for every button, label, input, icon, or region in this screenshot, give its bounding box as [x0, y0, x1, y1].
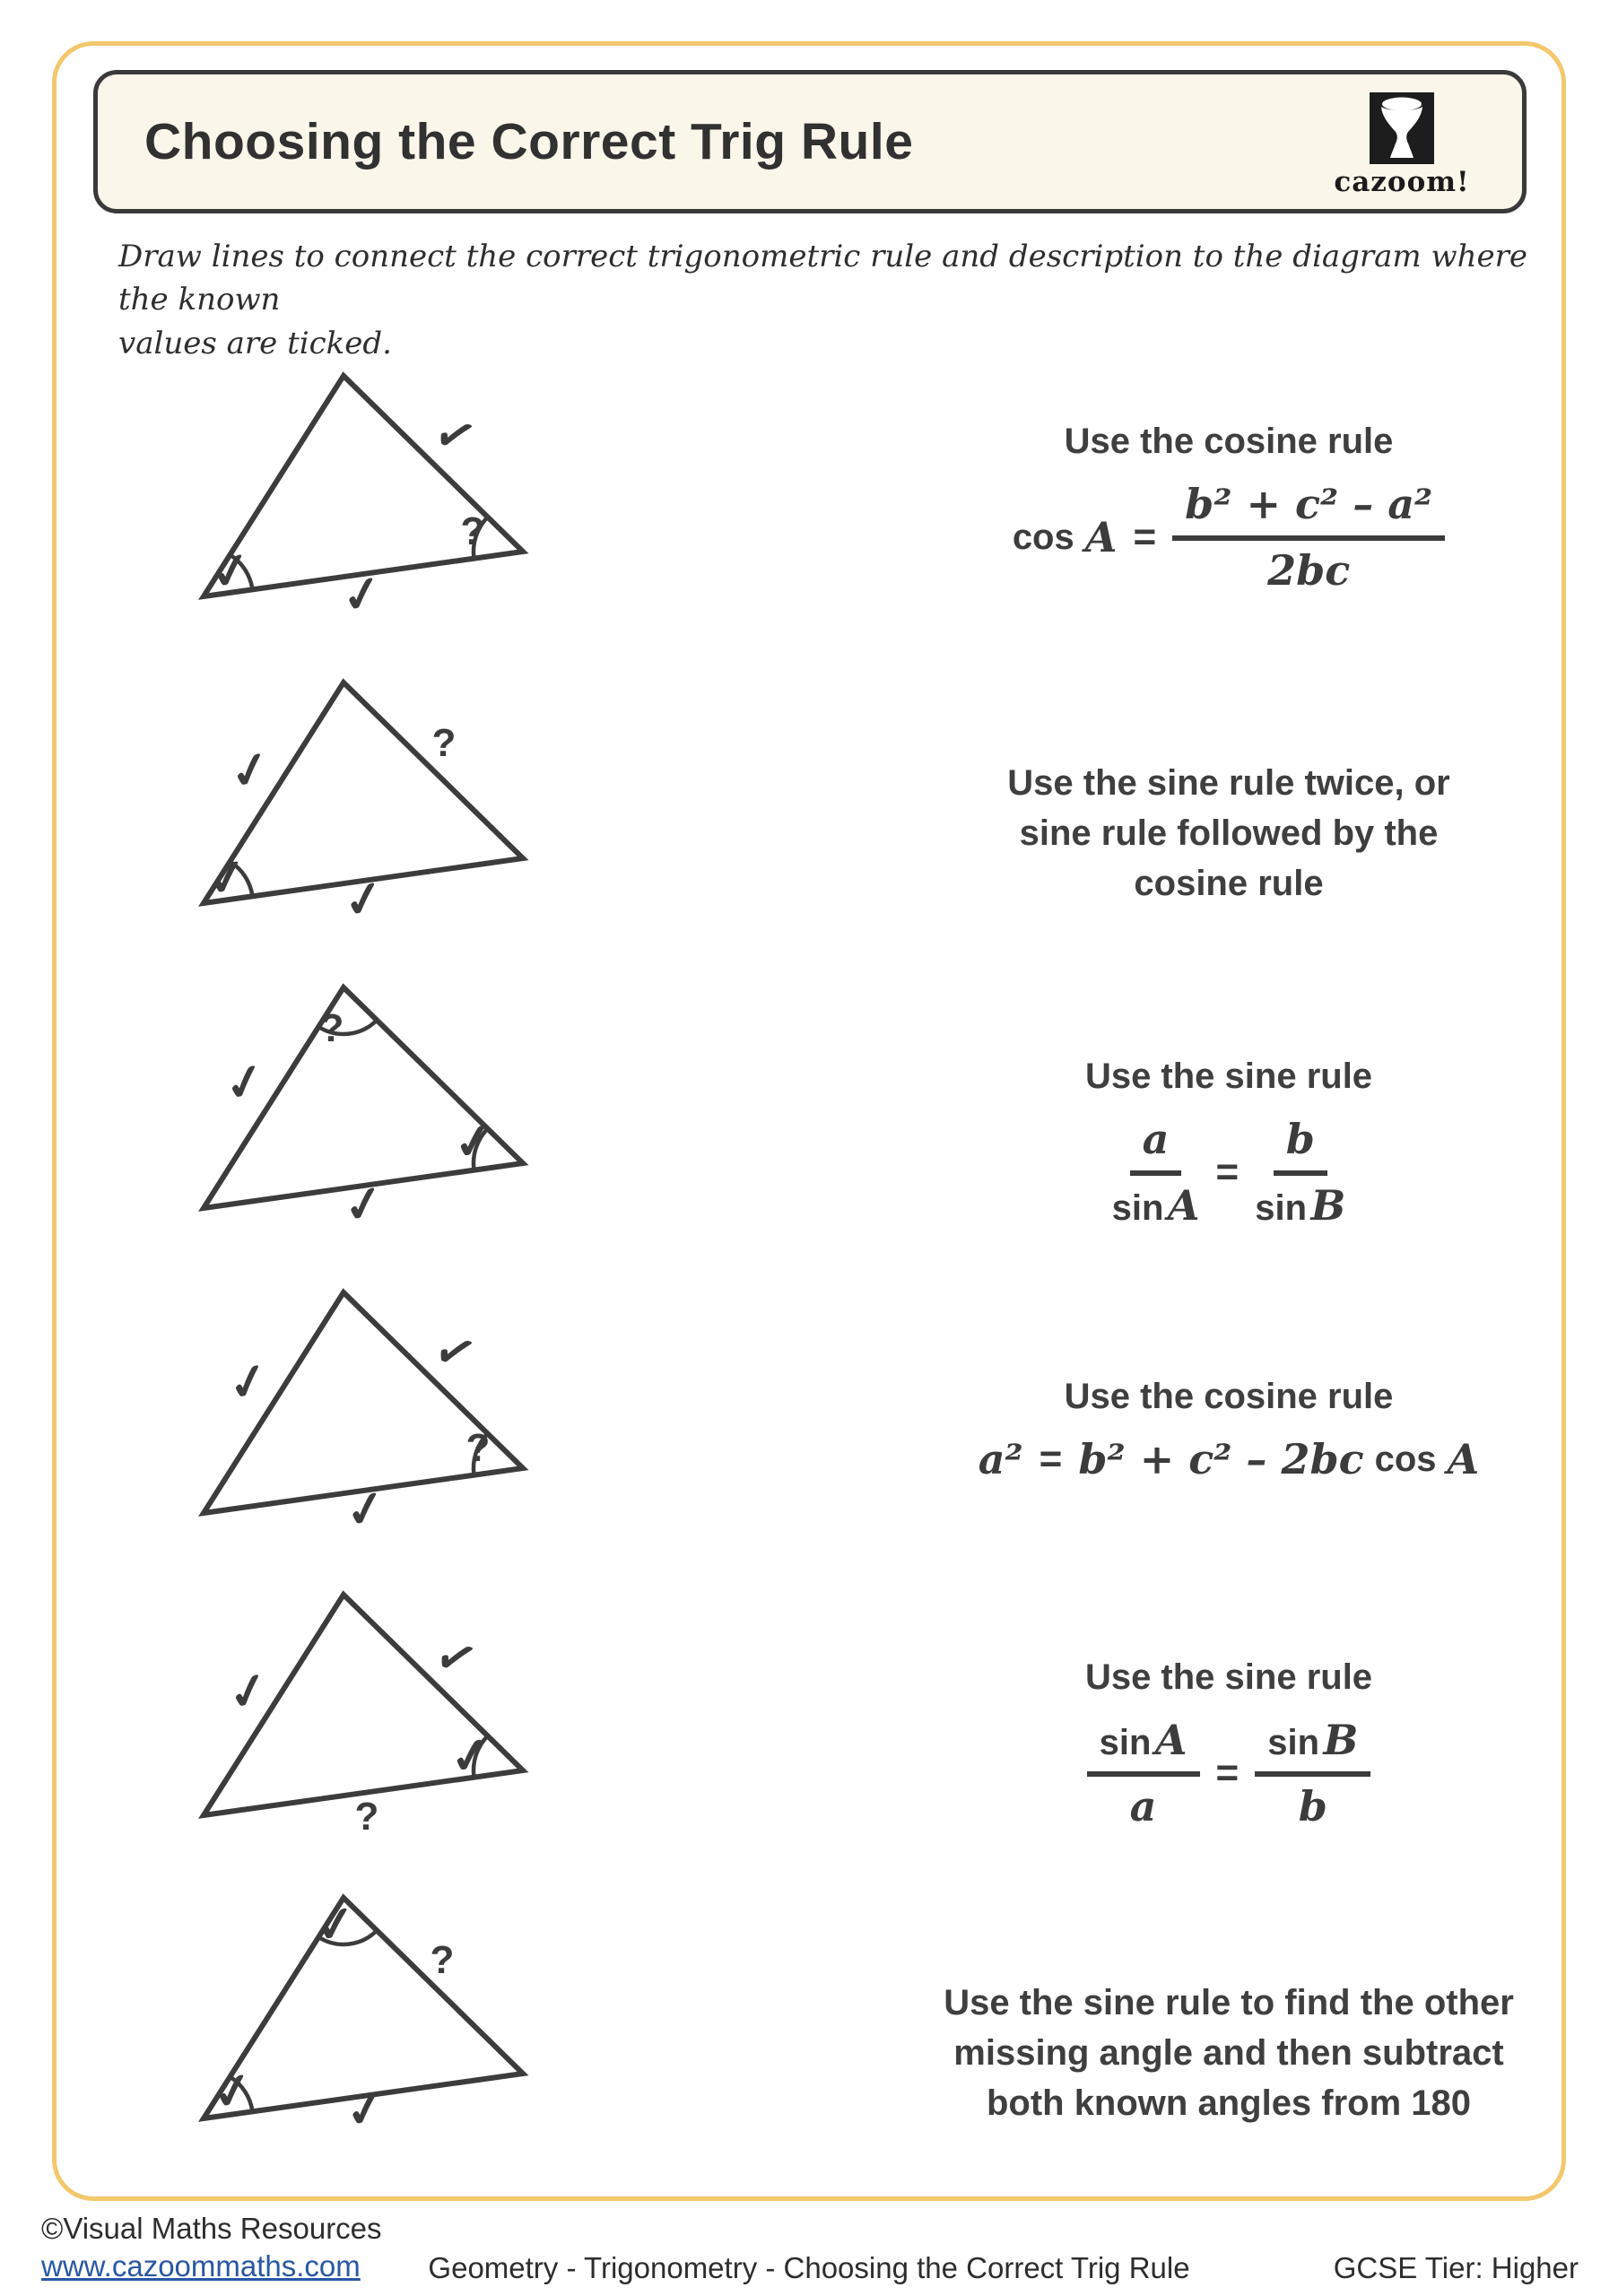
- rule-block-4: [915, 1377, 1543, 1483]
- rule-6-line1: Use the sine rule to find the other: [944, 1983, 1514, 2022]
- tick-mark: ✓: [222, 1659, 274, 1724]
- var-B: B: [1323, 1716, 1359, 1764]
- tick-mark: ✓: [203, 846, 253, 909]
- var-A: A: [1084, 513, 1118, 561]
- rule-3-heading: Use the sine rule: [1084, 1057, 1373, 1096]
- triangle-diagram-3: [184, 973, 543, 1251]
- sin-label: sin: [1111, 1188, 1164, 1228]
- fraction-denominator: [1112, 1176, 1200, 1230]
- rule-6-line3: both known angles from 180: [986, 2083, 1472, 2123]
- fraction-denominator: [1255, 1176, 1345, 1230]
- instructions-line2: values are ticked.: [118, 325, 392, 361]
- var-A: A: [1447, 1435, 1480, 1483]
- rule-5-formula: [915, 1716, 1543, 1831]
- tick-mark: ✓: [339, 1172, 389, 1236]
- tick-mark: ✓: [428, 1624, 484, 1692]
- rule-block-1: [915, 422, 1543, 595]
- header-box: [93, 70, 1527, 213]
- var-a-squared: a²: [978, 1435, 1023, 1483]
- tick-mark: ✓: [427, 1318, 483, 1386]
- sin-label: sin: [1255, 1188, 1308, 1228]
- question-mark: ?: [460, 509, 485, 553]
- question-mark: ?: [465, 1426, 491, 1470]
- footer-tier-label: GCSE Tier: Higher: [1333, 2251, 1579, 2284]
- rule-block-6: [915, 1978, 1543, 2128]
- question-mark: ?: [430, 1938, 455, 1982]
- triangle-diagram-1: [184, 361, 543, 639]
- fraction-numerator: [1255, 1716, 1370, 1777]
- triangle-diagram-5: [184, 1580, 543, 1858]
- sin-label: sin: [1099, 1723, 1152, 1762]
- equals-sign: =: [1215, 1751, 1240, 1795]
- fraction-numerator: b² + c² – a²: [1172, 480, 1445, 541]
- equals-sign: =: [1215, 1150, 1240, 1194]
- rule-3-formula: [915, 1115, 1543, 1230]
- rule-4-heading: Use the cosine rule: [1064, 1377, 1394, 1416]
- tick-mark: ✓: [222, 1350, 274, 1414]
- tick-mark: ✓: [339, 867, 389, 931]
- equals-sign: =: [1133, 515, 1157, 559]
- triangle-diagram-4: [184, 1278, 543, 1556]
- tick-mark: ✓: [341, 1477, 391, 1541]
- page-title: Choosing the Correct Trig Rule: [144, 113, 914, 170]
- rule-block-2: [915, 758, 1543, 909]
- fraction-numerator: b: [1274, 1115, 1327, 1176]
- tick-mark: ✓: [341, 2077, 391, 2141]
- cos-label: cos: [1374, 1439, 1437, 1479]
- tick-mark: ✓: [219, 1050, 271, 1115]
- footer-copyright: ©Visual Maths Resources: [41, 2212, 382, 2245]
- fraction-numerator: a: [1130, 1115, 1182, 1176]
- var-A: A: [1167, 1181, 1200, 1230]
- var-B: B: [1310, 1181, 1346, 1230]
- rule-2-line2: sine rule followed by the: [1019, 813, 1439, 853]
- equals-sign: =: [1039, 1437, 1063, 1481]
- drum-icon: [1370, 92, 1434, 164]
- fraction-denominator: 2bc: [1267, 546, 1351, 595]
- fraction: [1255, 1115, 1345, 1230]
- rule-1-heading: Use the cosine rule: [1064, 422, 1394, 461]
- fraction: [1255, 1716, 1370, 1831]
- fraction-numerator: [1087, 1716, 1200, 1777]
- tick-mark: ✓: [206, 539, 257, 603]
- rule-6-text: [915, 1978, 1543, 2128]
- logo-text: cazoom!: [1334, 166, 1470, 198]
- triangle-diagram-6: [184, 1883, 543, 2161]
- tick-mark: ✓: [311, 1893, 361, 1956]
- triangle-diagram-2: [184, 668, 543, 946]
- question-mark: ?: [354, 1795, 379, 1839]
- instructions-line1: Draw lines to connect the correct trigonometric rule and description to the diagram where the known: [118, 239, 1527, 318]
- fraction: [1172, 480, 1445, 595]
- rule-2-text: [915, 758, 1543, 909]
- rule-block-3: [915, 1057, 1543, 1230]
- rule-6-line2: missing angle and then subtract: [953, 2033, 1504, 2073]
- rule-2-line3: cosine rule: [1134, 864, 1324, 903]
- rule-5-heading: Use the sine rule: [1084, 1657, 1373, 1697]
- footer-breadcrumb: Geometry - Trigonometry - Choosing the Correct Trig Rule: [428, 2251, 1190, 2284]
- tick-mark: ✓: [427, 402, 483, 469]
- tick-mark: ✓: [337, 562, 387, 626]
- tick-mark: ✓: [449, 1110, 499, 1173]
- rule-1-formula: [915, 480, 1543, 595]
- tick-mark: ✓: [446, 1725, 495, 1787]
- footer-website-link[interactable]: www.cazoommaths.com: [41, 2249, 361, 2283]
- fraction-denominator: a: [1129, 1782, 1157, 1831]
- cazoom-logo: [1321, 92, 1483, 198]
- rule-4-formula: [915, 1435, 1543, 1483]
- rhs-expression: b² + c² – 2bc: [1078, 1435, 1364, 1483]
- question-mark: ?: [319, 1006, 344, 1050]
- fraction: [1087, 1716, 1200, 1831]
- rule-2-line1: Use the sine rule twice, or: [1007, 763, 1450, 803]
- cos-label: cos: [1012, 517, 1074, 557]
- rule-block-5: [915, 1657, 1543, 1831]
- fraction: [1112, 1115, 1200, 1230]
- fraction-denominator: b: [1298, 1782, 1327, 1831]
- instructions: [118, 235, 1553, 365]
- var-A: A: [1154, 1716, 1187, 1764]
- sin-label: sin: [1267, 1723, 1320, 1762]
- question-mark: ?: [431, 721, 457, 765]
- tick-mark: ✓: [224, 738, 276, 803]
- tick-mark: ✓: [208, 2059, 258, 2123]
